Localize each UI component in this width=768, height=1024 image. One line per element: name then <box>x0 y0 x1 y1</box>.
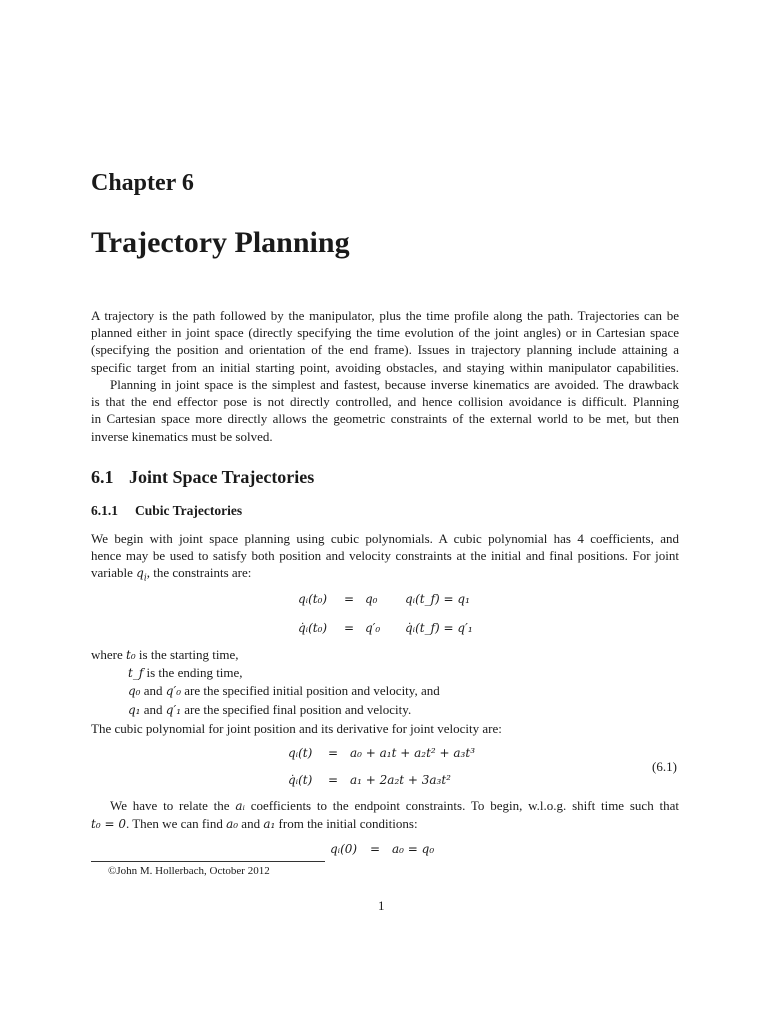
eq-lhs: q̇ᵢ(t₀) <box>298 621 328 635</box>
section-title <box>91 467 314 488</box>
relate-paragraph <box>91 797 679 833</box>
text-line <box>91 797 679 815</box>
text-span: are the specified initial position and velocity, and <box>181 683 440 699</box>
text-line <box>91 682 440 700</box>
math-variable: t₀ = 0 <box>91 817 126 832</box>
eq-lhs: q̇ᵢ(t) <box>288 773 313 787</box>
text-span: and <box>140 683 166 699</box>
intro-paragraph-1 <box>91 307 679 376</box>
text-line: is that the end effector pose is not directly controlled, and hence collision avoidance is difficult. Planning <box>91 394 679 410</box>
text-line <box>91 701 440 719</box>
cubic-poly-paragraph <box>91 720 679 737</box>
text-span: is the starting time, <box>135 647 239 662</box>
intro-paragraph-2 <box>91 376 679 445</box>
text-line: hence may be used to satisfy both position and velocity constraints at the initial and final positions. For joint <box>91 548 679 564</box>
math-variable: t_f <box>128 666 144 681</box>
chapter-title: Trajectory Planning <box>91 226 350 259</box>
text-line: inverse kinematics must be solved. <box>91 428 273 444</box>
eq-lhs: qᵢ(0) <box>330 842 358 856</box>
text-span: variable <box>91 565 137 581</box>
text-span: We have to relate the <box>110 798 236 813</box>
subsection-title <box>91 503 242 519</box>
text-line: planned either in joint space (directly specifying the time evolution of the joint angles) or in Cartesian space <box>91 325 679 341</box>
eq-lhs: qᵢ(t) <box>288 746 313 760</box>
eq-relation: = <box>328 746 339 760</box>
math-variable: q′₁ <box>165 702 181 717</box>
text-line: The cubic polynomial for joint position and its derivative for joint velocity are: <box>91 721 502 736</box>
text-span: and <box>238 816 264 832</box>
page-number: 1 <box>378 898 385 913</box>
eq-relation: = <box>328 773 339 787</box>
math-variable: a₁ <box>263 817 276 832</box>
text-line: Planning in joint space is the simplest and fastest, because inverse kinematics are avoided. The drawback <box>110 377 679 392</box>
math-symbol: q <box>136 566 144 581</box>
text-span: from the initial conditions: <box>275 816 418 832</box>
eq-lhs: qᵢ(t₀) <box>298 592 328 606</box>
text-line: We begin with joint space planning using cubic polynomials. A cubic polynomial has 4 coefficients, and <box>91 531 679 546</box>
eq-extra: q̇ᵢ(t_f) = q′₁ <box>405 621 473 635</box>
text-line: in Cartesian space more directly allows the geometric constraints of the external world to be met, but then <box>91 411 679 427</box>
eq-rhs: a₀ + a₁t + a₂t² + a₃t³ <box>350 746 475 760</box>
section-number: 6.1 <box>91 467 114 487</box>
subsection-number: 6.1.1 <box>91 503 118 518</box>
text-line: A trajectory is the path followed by the manipulator, plus the time profile along the path. Trajectories can be <box>91 308 679 323</box>
eq-rhs: q′₀ <box>365 621 381 635</box>
section-title-text: Joint Space Trajectories <box>129 467 315 487</box>
text-span: are the specified final position and velocity. <box>181 701 412 717</box>
cubic-intro-paragraph <box>91 530 679 588</box>
math-subscript: i <box>143 573 147 584</box>
math-variable <box>136 566 147 584</box>
text-line <box>91 815 679 833</box>
footnote: ©John M. Hollerbach, October 2012 <box>108 865 270 877</box>
eq-relation: = <box>344 621 355 635</box>
math-variable: q₀ <box>128 684 141 699</box>
text-span: coefficients to the endpoint constraints. To begin, w.l.o.g. shift time such that <box>244 798 679 813</box>
text-span: is the ending time, <box>143 665 243 681</box>
text-line <box>91 564 679 588</box>
eq-rhs: a₀ = q₀ <box>392 842 435 856</box>
eq-relation: = <box>344 592 355 606</box>
equation-number: (6.1) <box>652 759 677 774</box>
text-span: where <box>91 647 127 662</box>
text-line: specific target from an initial starting point, avoiding obstacles, and staying within manipulator capabilities. <box>91 359 679 375</box>
chapter-label: Chapter 6 <box>91 170 194 196</box>
where-block <box>91 646 440 719</box>
text-span: and <box>140 701 166 717</box>
eq-extra: qᵢ(t_f) = q₁ <box>405 592 470 606</box>
math-variable: t₀ <box>126 648 136 662</box>
math-variable: q′₀ <box>165 684 181 699</box>
text-line: (specifying the position and orientation of the end frame). Issues in trajectory planning include attaining a <box>91 342 679 358</box>
footnote-rule <box>91 861 325 862</box>
math-variable: a₀ <box>226 817 239 832</box>
math-variable: q₁ <box>128 702 141 717</box>
subsection-title-text: Cubic Trajectories <box>135 503 243 518</box>
eq-relation: = <box>370 842 381 856</box>
text-span: . Then we can find <box>125 816 227 832</box>
text-line <box>91 664 440 682</box>
eq-rhs: q₀ <box>365 592 378 606</box>
eq-rhs: a₁ + 2a₂t + 3a₃t² <box>350 773 451 787</box>
math-variable: aᵢ <box>235 799 245 813</box>
text-span: , the constraints are: <box>146 565 252 581</box>
text-line <box>91 646 440 664</box>
